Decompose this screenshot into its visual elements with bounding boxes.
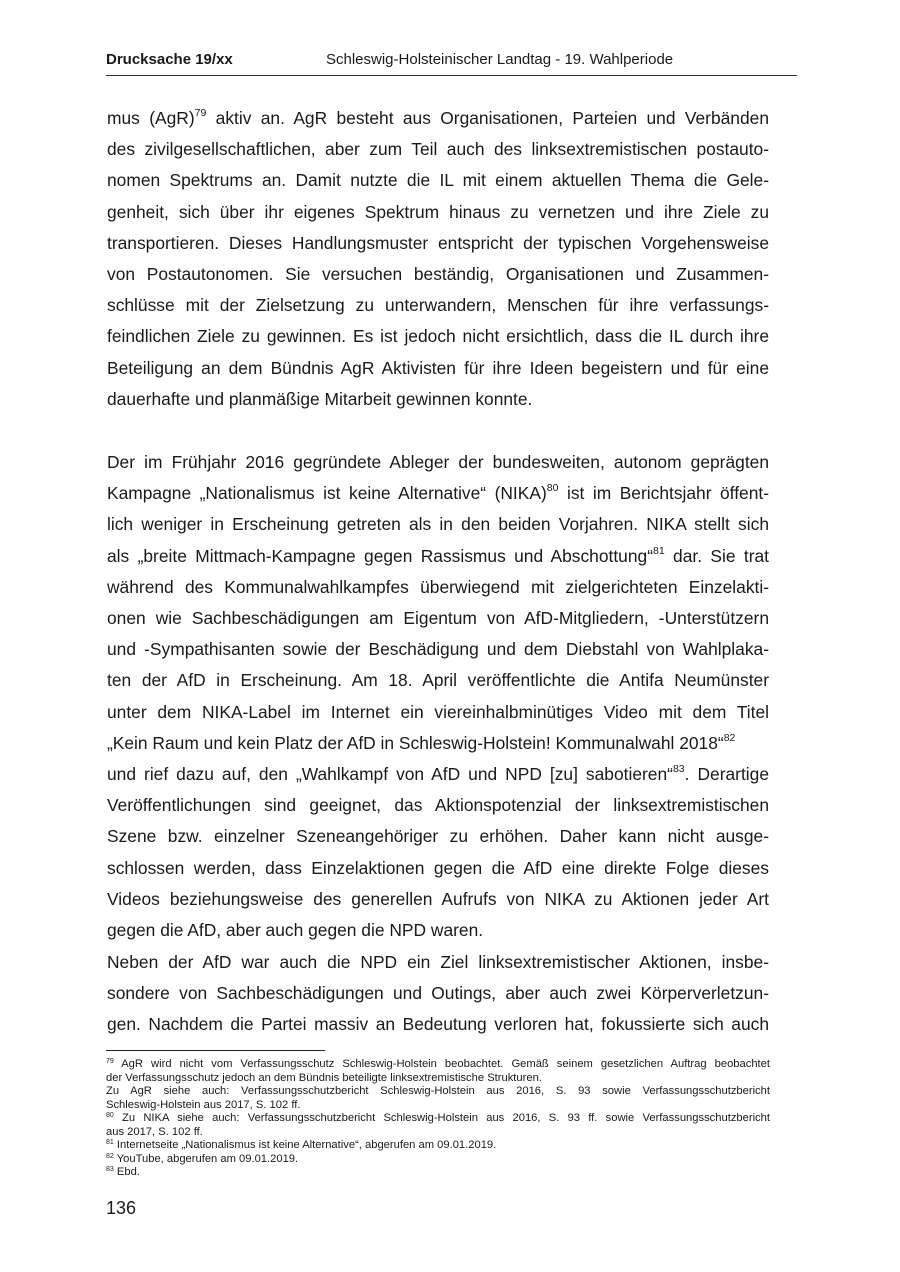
text-line: Neben der AfD war auch die NPD ein Ziel linksextremistischer Aktionen, insbe-	[107, 952, 769, 972]
footnote-line: Zu AgR siehe auch: Verfassungsschutzbericht Schleswig-Holstein aus 2016, S. 93 sowie Verfassungsschutzbericht	[106, 1085, 770, 1097]
text-line: Videos beziehungsweise des generellen Aufrufs von NIKA zu Aktionen jeder Art	[107, 888, 769, 909]
page-number: 136	[106, 1198, 137, 1218]
footnote-reference[interactable]: 83	[672, 763, 685, 775]
text-line: dauerhafte und planmäßige Mitarbeit gewinnen konnte.	[107, 388, 533, 409]
text-line: mus (AgR)$^{79}$ aktiv an. AgR besteht aus Organisationen, Parteien und Verbänden	[107, 107, 769, 128]
footnote-number: 79	[106, 1058, 114, 1065]
footnote-line: $^{82}$ YouTube, abgerufen am 09.01.2019.	[106, 1152, 299, 1165]
text-line: „Kein Raum und kein Platz der AfD in Schleswig-Holstein! Kommunalwahl 2018“$^{82}$	[107, 731, 736, 753]
footnote-divider	[106, 1050, 325, 1051]
text-line: genheit, sich über ihr eigenes Spektrum hinaus zu vernetzen und ihre Ziele zu	[107, 201, 769, 222]
text-line: Veröffentlichungen sind geeignet, das Aktionspotenzial der linksextremistischen	[107, 795, 769, 816]
page-header	[106, 51, 796, 77]
header-divider	[106, 75, 797, 76]
text-line: transportieren. Dieses Handlungsmuster entspricht der typischen Vorgehensweise	[107, 232, 769, 253]
document-number: Drucksache 19/xx	[106, 51, 233, 68]
text-line: Der im Frühjahr 2016 gegründete Ableger der bundesweiten, autonom geprägten	[107, 452, 769, 472]
footnote-line: der Verfassungsschutz jedoch an dem Bündnis beteiligte linksextremistische Strukturen.	[106, 1071, 542, 1084]
text-line: Beteiligung an dem Bündnis AgR Aktivisten für ihre Ideen begeistern und für eine	[107, 357, 769, 378]
text-line: schlüsse mit der Zielsetzung zu unterwandern, Menschen für ihre verfassungs-	[107, 295, 769, 316]
footnote-line: aus 2017, S. 102 ff.	[106, 1125, 203, 1138]
footnote-reference[interactable]: 82	[723, 731, 736, 744]
footnote-number: 81	[106, 1139, 114, 1146]
text-line: und -Sympathisanten sowie der Beschädigung und dem Diebstahl von Wahlplaka-	[107, 639, 769, 660]
text-line: onen wie Sachbeschädigungen am Eigentum von AfD-Mitgliedern, -Unterstützern	[107, 608, 769, 628]
text-line: Szene bzw. einzelner Szeneangehöriger zu erhöhen. Daher kann nicht ausge-	[107, 826, 769, 847]
footnote-number: 80	[106, 1112, 114, 1119]
footnote-reference[interactable]: 79	[194, 107, 207, 119]
text-line: ten der AfD in Erscheinung. Am 18. April veröffentlichte die Antifa Neumünster	[107, 670, 769, 691]
footnote-line: $^{79}$ AgR wird nicht vom Verfassungsschutz Schleswig-Holstein beobachtet. Gemäß seinem gesetzlichen Auftrag beobachtet	[106, 1058, 770, 1070]
text-line: sondere von Sachbeschädigungen und Outings, aber auch zwei Körperverletzun-	[107, 983, 769, 1004]
text-line: Kampagne „Nationalismus ist keine Alternative“ (NIKA)$^{80}$ ist im Berichtsjahr öffent-	[107, 482, 770, 504]
footnote-line: $^{80}$ Zu NIKA siehe auch: Verfassungsschutzbericht Schleswig-Holstein aus 2016, S. 93 ff. sowie Verfassungsschutzbericht	[106, 1112, 770, 1124]
footnote-reference[interactable]: 81	[653, 544, 665, 557]
text-line: lich weniger in Erscheinung getreten als in den beiden Vorjahren. NIKA stellt sich	[107, 514, 769, 535]
footnote-number: 83	[106, 1166, 114, 1173]
footnote-line: Schleswig-Holstein aus 2017, S. 102 ff.	[106, 1098, 301, 1111]
footnote-number: 82	[106, 1152, 114, 1160]
text-line: des zivilgesellschaftlichen, aber zum Teil auch des linksextremistischen postauto-	[107, 139, 769, 160]
text-line: feindlichen Ziele zu gewinnen. Es ist jedoch nicht ersichtlich, dass die IL durch ihre	[107, 326, 769, 347]
text-line: als „breite Mittmach-Kampagne gegen Rassismus und Abschottung“$^{81}$ dar. Sie trat	[107, 544, 770, 566]
text-line: von Postautonomen. Sie versuchen beständig, Organisationen und Zusammen-	[107, 264, 769, 284]
document-source: Schleswig-Holsteinischer Landtag - 19. Wahlperiode	[326, 51, 674, 68]
footnote-line: $^{83}$ Ebd.	[106, 1166, 140, 1178]
text-line: gegen die AfD, aber auch gegen die NPD waren.	[107, 920, 484, 940]
text-line: unter dem NIKA-Label im Internet ein viereinhalbminütiges Video mit dem Titel	[107, 701, 769, 722]
text-line: gen. Nachdem die Partei massiv an Bedeutung verloren hat, fokussierte sich auch	[107, 1014, 769, 1035]
text-line: nomen Spektrums an. Damit nutzte die IL mit einem aktuellen Thema die Gele-	[107, 170, 769, 191]
footnote-line: $^{81}$ Internetseite „Nationalismus ist keine Alternative“, abgerufen am 09.01.2019.	[106, 1139, 497, 1151]
text-line: schlossen werden, dass Einzelaktionen gegen die AfD eine direkte Folge dieses	[107, 857, 769, 878]
text-line: und rief dazu auf, den „Wahlkampf von AfD und NPD [zu] sabotieren“$^{83}$. Derartige	[107, 763, 769, 784]
footnote-reference[interactable]: 80	[546, 482, 559, 495]
text-line: während des Kommunalwahlkampfes überwiegend mit zielgerichteten Einzelakti-	[107, 576, 769, 597]
